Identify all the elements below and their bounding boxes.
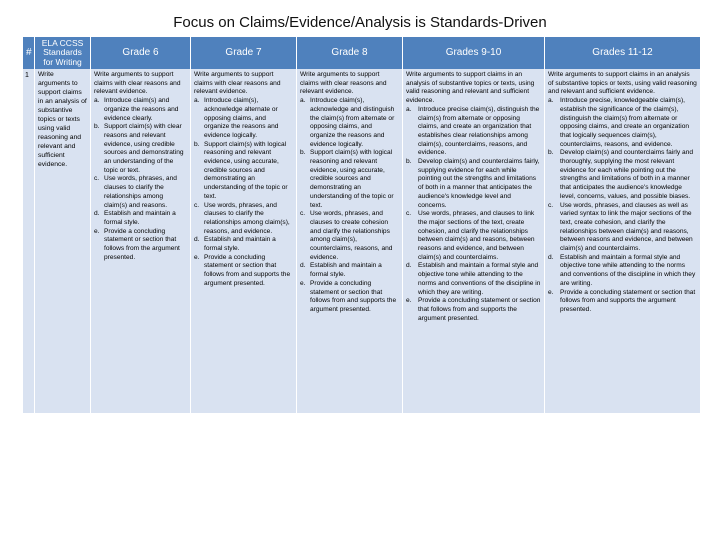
list-item (300, 280, 399, 315)
header-standard: ELA CCSS Standards for Writing (35, 37, 91, 69)
grade-7-cell (191, 69, 297, 413)
list-item (94, 175, 187, 210)
item-text: Establish and maintain a formal style. (104, 210, 176, 226)
item-text: Introduce claim(s), acknowledge alternate or opposing claims, and organize the reasons and evidence logically. (204, 97, 279, 139)
header-row (23, 37, 701, 69)
item-text: Introduce claim(s), acknowledge and distinguish the claim(s) from alternate or opposing claims, and organize the reasons and evidence logically. (310, 97, 395, 148)
item-marker: d. (548, 253, 554, 261)
list-item (194, 202, 293, 237)
list-item (406, 210, 541, 262)
list-item (406, 297, 541, 323)
item-text: Provide a concluding statement or section that follows from and supports the argument presented. (310, 279, 397, 313)
grade-8-intro: Write arguments to support claims with clear reasons and relevant evidence. (300, 71, 387, 96)
list-item (548, 289, 697, 315)
grade-8-cell (297, 69, 403, 413)
item-marker: b. (194, 140, 200, 148)
item-marker: e. (300, 279, 306, 287)
grades-11-12-cell (545, 69, 701, 413)
header-grade-6: Grade 6 (91, 37, 191, 69)
item-marker: c. (194, 201, 200, 209)
header-number: # (23, 37, 35, 69)
item-text: Provide a concluding statement or section that follows from and supports the argument presented. (204, 253, 291, 287)
list-item (194, 254, 293, 289)
list-item (548, 149, 697, 201)
item-marker: c. (94, 175, 100, 183)
item-marker: a. (548, 97, 554, 105)
list-item (94, 228, 187, 263)
item-text: Develop claim(s) and counterclaims fairly and thoroughly, supplying the most relevant evidence for each while pointing out the strengths and limitations of both in a manner that anticipates the audience's knowledge level, concerns, values, and possible biases. (560, 149, 694, 200)
list-item (94, 97, 187, 123)
grades-9-10-cell (403, 69, 545, 413)
table-row (23, 69, 701, 413)
grade-6-items (94, 97, 187, 262)
item-marker: d. (94, 210, 100, 218)
item-marker: a. (94, 97, 100, 105)
item-text: Establish and maintain a formal style. (310, 262, 382, 279)
grade-7-items (194, 97, 293, 288)
item-marker: a. (300, 97, 306, 105)
item-text: Use words, phrases, and clauses as well as varied syntax to link the major sections of the text, create cohesion, and clarify the relationships between claim(s) and reasons, between reasons and evidence, and between claim(s) and counterclaims. (560, 201, 693, 253)
item-marker: d. (406, 262, 412, 270)
item-marker: a. (406, 105, 412, 113)
item-text: Support claim(s) with logical reasoning and relevant evidence, using accurate, credible sources and demonstrating an understanding of the topic or text. (310, 149, 394, 209)
header-grades-11-12: Grades 11-12 (545, 37, 701, 69)
item-marker: e. (94, 227, 100, 235)
item-marker: e. (194, 253, 200, 261)
list-item (406, 262, 541, 297)
item-text: Use words, phrases, and clauses to clarify the relationships among claim(s) and reasons. (104, 175, 177, 209)
list-item (194, 141, 293, 202)
item-marker: e. (548, 288, 554, 296)
list-item (194, 97, 293, 141)
item-text: Support claim(s) with logical reasoning and relevant evidence, using accurate, credible sources and demonstrating an understanding of the topic or text. (204, 140, 288, 200)
header-grade-7: Grade 7 (191, 37, 297, 69)
item-marker: b. (300, 149, 306, 157)
list-item (406, 106, 541, 158)
grades-11-12-intro: Write arguments to support claims in an analysis of substantive topics or texts, using valid reasoning and relevant and sufficient evidence. (548, 71, 697, 96)
item-marker: c. (300, 210, 306, 218)
page-title: Focus on Claims/Evidence/Analysis is Standards-Driven (173, 14, 547, 31)
list-item (94, 210, 187, 227)
item-marker: d. (194, 236, 200, 244)
standard-text: Write arguments to support claims in an analysis of substantive topics or texts using valid reasoning and relevant and sufficient evidence. (35, 69, 91, 413)
list-item (300, 149, 399, 210)
grade-7-intro: Write arguments to support claims with clear reasons and relevant evidence. (194, 71, 281, 96)
item-text: Use words, phrases, and clauses to clarify the relationships among claim(s), reasons, and evidence. (204, 201, 290, 235)
item-marker: b. (94, 123, 100, 131)
list-item (548, 254, 697, 289)
item-text: Use words, phrases, and clauses to create cohesion and clarify the relationships among claim(s), counterclaims, reasons, and evidence. (310, 210, 393, 261)
grades-9-10-items (406, 106, 541, 324)
list-item (548, 202, 697, 254)
item-text: Establish and maintain a formal style. (204, 236, 276, 253)
grades-9-10-intro: Write arguments to support claims in an analysis of substantive topics or texts, using valid reasoning and relevant and sufficient evidence. (406, 71, 535, 105)
item-marker: a. (194, 97, 200, 105)
list-item (194, 236, 293, 253)
item-marker: c. (406, 210, 412, 218)
item-marker: b. (406, 158, 412, 166)
grade-6-intro: Write arguments to support claims with clear reasons and relevant evidence. (94, 71, 181, 96)
item-text: Develop claim(s) and counterclaims fairly, supplying evidence for each while pointing out the strengths and limitations of both in a manner that anticipates the audience's knowledge level and concerns. (418, 158, 540, 209)
grades-11-12-items (548, 97, 697, 315)
item-text: Introduce claim(s) and organize the reasons and evidence clearly. (104, 97, 179, 122)
list-item (406, 158, 541, 210)
item-marker: b. (548, 149, 554, 157)
item-marker: d. (300, 262, 306, 270)
list-item (300, 262, 399, 279)
item-marker: c. (548, 201, 554, 209)
item-text: Provide a concluding statement or section that follows from and supports the argument presented. (418, 297, 541, 322)
item-text: Use words, phrases, and clauses to link the major sections of the text, create cohesion, and clarify the relationships between claim(s) and reasons, between reasons and evidence, and between claim(s) and counterclaims. (418, 210, 535, 261)
item-text: Establish and maintain a formal style and objective tone while attending to the norms and conventions of the discipline in which they are writing. (418, 262, 541, 296)
item-text: Provide a concluding statement or section that follows from and supports the argument presented. (560, 288, 696, 313)
item-marker: e. (406, 297, 412, 305)
list-item (94, 123, 187, 175)
item-text: Introduce precise, knowledgeable claim(s), establish the significance of the claim(s), distinguish the claim(s) from alternate or opposing claims, and create an organization that logically sequences claim(s), counterclaims, reasons, and evidence. (560, 97, 690, 148)
grade-8-items (300, 97, 399, 315)
list-item (300, 97, 399, 149)
list-item (300, 210, 399, 262)
standards-table (22, 37, 701, 413)
item-text: Introduce precise claim(s), distinguish the claim(s) from alternate or opposing claims, and create an organization that establishes clear relationships among claim(s), counterclaims, reasons, and evidence. (418, 105, 540, 157)
list-item (548, 97, 697, 149)
item-text: Support claim(s) with clear reasons and relevant evidence, using credible sources and demonstrating an understanding of the topic or text. (104, 123, 184, 174)
item-text: Provide a concluding statement or section that follows from the argument presented. (104, 227, 180, 261)
row-number: 1 (23, 69, 35, 413)
header-grade-8: Grade 8 (297, 37, 403, 69)
header-grades-9-10: Grades 9-10 (403, 37, 545, 69)
item-text: Establish and maintain a formal style and objective tone while attending to the norms and conventions of the discipline in which they are writing. (560, 253, 696, 287)
grade-6-cell (91, 69, 191, 413)
